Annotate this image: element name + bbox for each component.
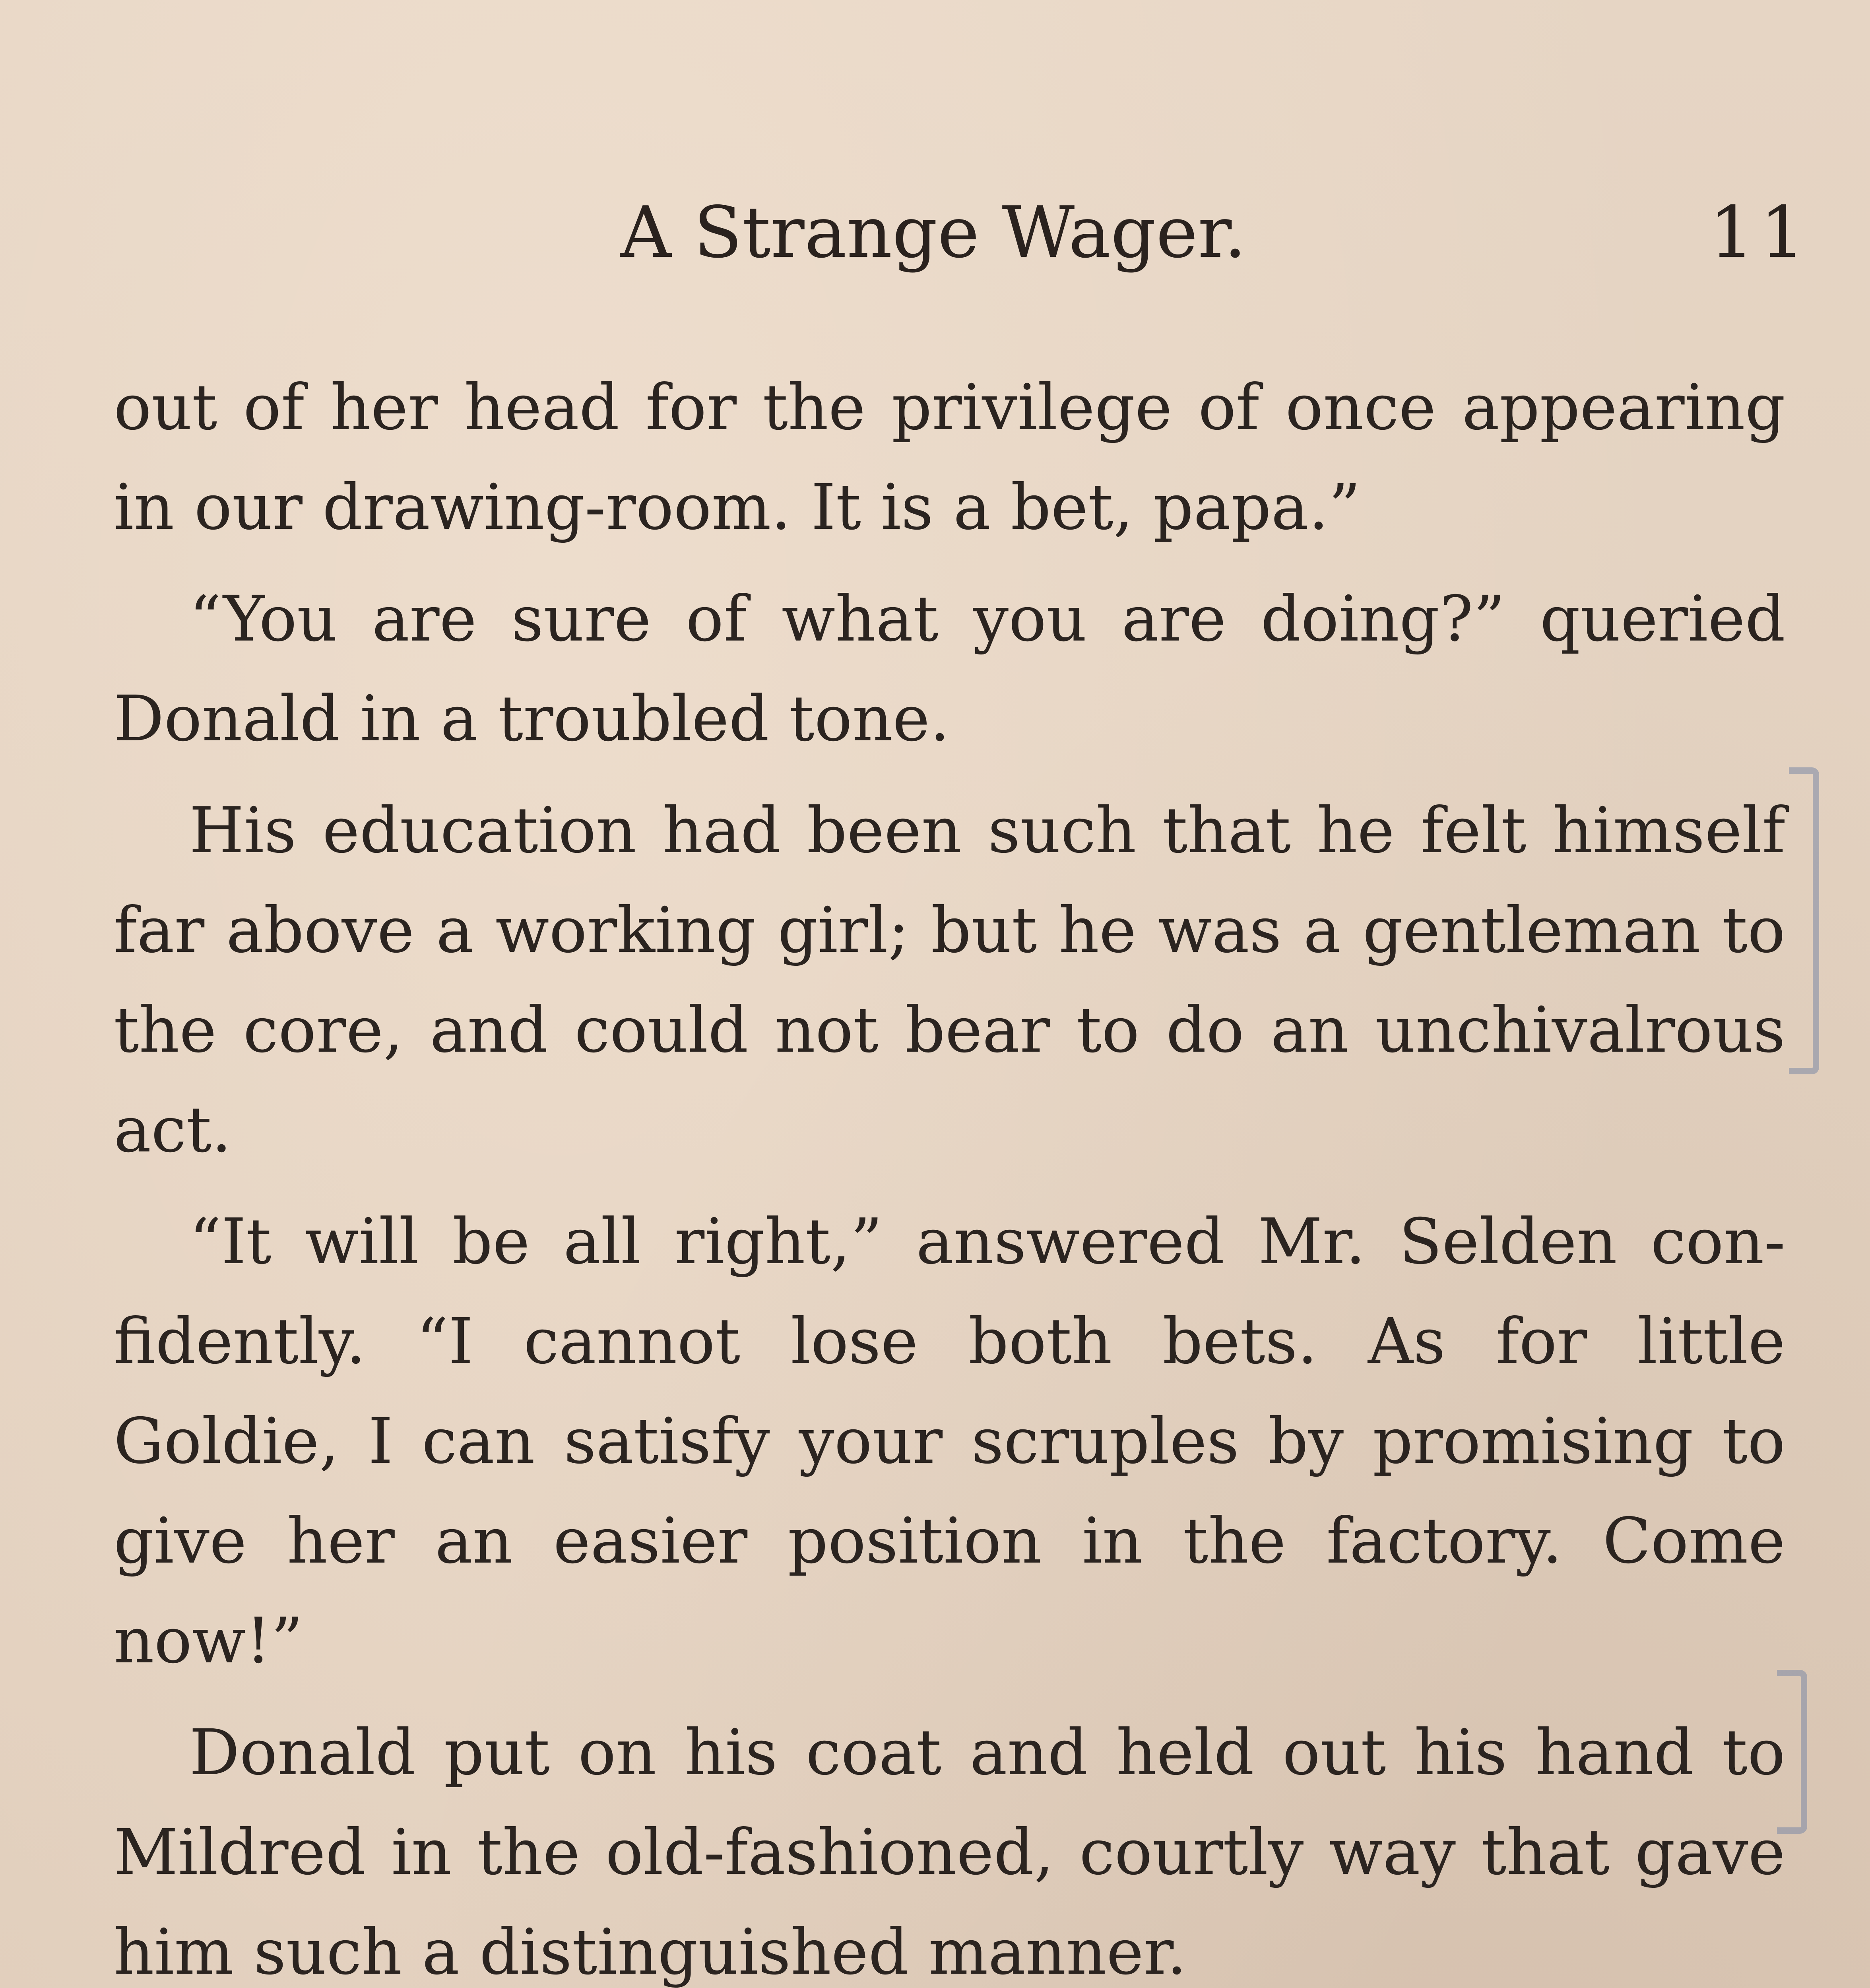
paragraph: Donald put on his coat and held out his hand to Mildred in the old-fashioned, courtly way that gave him such a distinguished manner. bbox=[114, 1716, 1785, 1988]
running-title: A Strange Wager. bbox=[620, 191, 1247, 274]
paragraph: His education had been such that he felt himself far above a working girl; but he was a gentleman to the core, and could not bear to do an unchivalrous act. bbox=[114, 794, 1785, 1167]
running-head bbox=[0, 187, 1870, 290]
paragraph: “It will be all right,” answered Mr. Selden confidently. “I cannot lose both bets. As for little Goldie, I can satisfy your scruples by promising to give her an easier position in the factory. Come now!” bbox=[114, 1205, 1785, 1677]
paragraph: “You are sure of what you are doing?” queried Donald in a troubled tone. bbox=[114, 582, 1785, 755]
body-text bbox=[114, 358, 1785, 1988]
page-number: 11 bbox=[1709, 191, 1811, 274]
paragraph: out of her head for the privilege of once appearing in our drawing-room. It is a bet, papa.” bbox=[114, 371, 1785, 544]
margin-bracket-mark bbox=[1777, 1670, 1807, 1834]
margin-bracket-mark bbox=[1789, 767, 1819, 1074]
